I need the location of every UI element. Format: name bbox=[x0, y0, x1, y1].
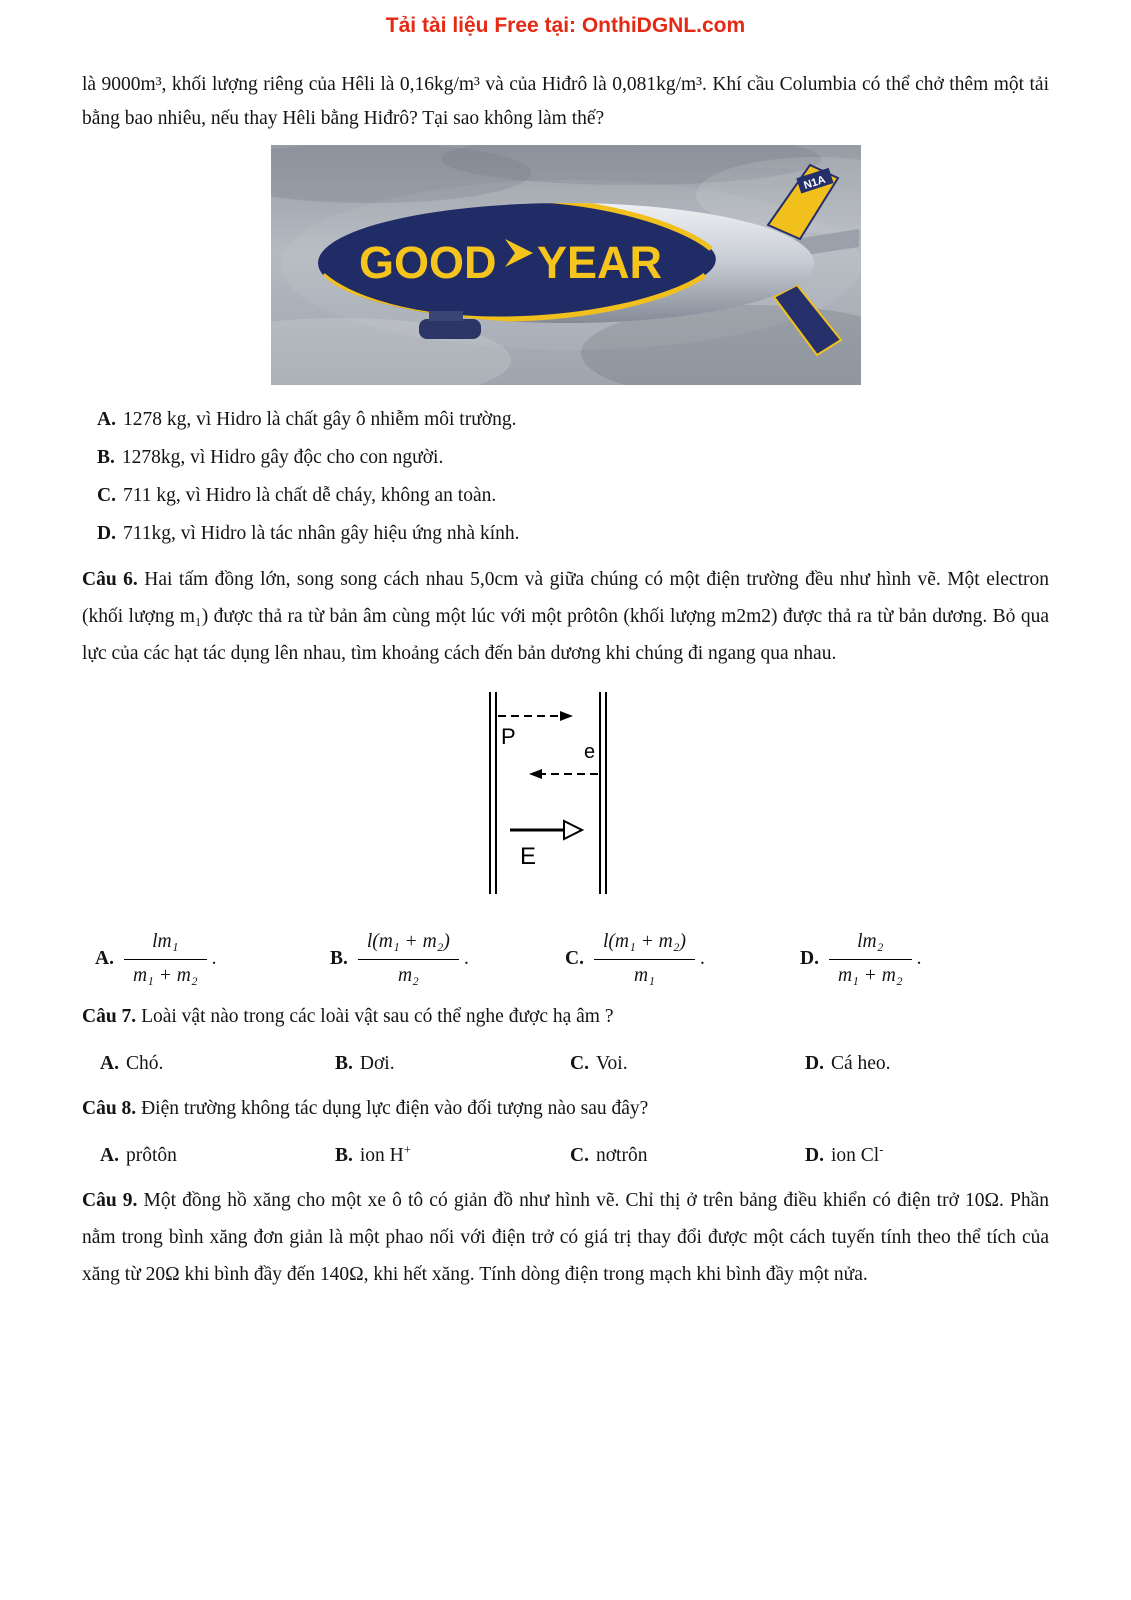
gondola bbox=[419, 319, 481, 339]
question6-paragraph bbox=[82, 561, 1049, 672]
capacitor-diagram-svg bbox=[460, 688, 680, 898]
right-plate bbox=[600, 692, 606, 894]
question7-label: Câu 7. bbox=[82, 1005, 137, 1027]
proton-arrow bbox=[498, 711, 573, 721]
gondola-cabin bbox=[429, 311, 463, 321]
field-arrow bbox=[510, 821, 582, 839]
blimp-photo bbox=[271, 145, 861, 385]
header-download-link[interactable]: Tải tài liệu Free tại: OnthiDGNL.com bbox=[385, 14, 746, 37]
question6-text: Hai tấm đồng lớn, song song cách nhau 5,0cm và giữa chúng có một điện trường đều như hình vẽ. Một electron (khối lượng m₁) được thả ra từ bản âm cùng một lúc với một prôtôn (khối lượng m2m2) được thả ra từ bản dương. Bỏ qua lực của các hạt tác dụng lên nhau, tìm khoảng cách đến bản dương khi chúng đi ngang qua nhau. bbox=[82, 569, 1049, 665]
option-label: C. bbox=[565, 947, 584, 969]
option-d: D. ion Cl- bbox=[805, 1142, 884, 1167]
question8-label: Câu 8. bbox=[82, 1098, 137, 1120]
capacitor-diagram bbox=[460, 688, 680, 904]
question7-text: Loài vật nào trong các loài vật sau có thể nghe được hạ âm ? bbox=[141, 1005, 614, 1027]
question5-continuation-text: là 9000m³, khối lượng riêng của Hêli là 0,16kg/m³ và của Hiđrô là 0,081kg/m³. Khí cầu Columbia có thể chở thêm một tải bằng bao nhiêu, nếu thay Hêli bằng Hiđrô? Tại sao không làm thế? bbox=[82, 74, 1049, 129]
option-label: A. bbox=[97, 409, 116, 431]
question8-text: Điện trường không tác dụng lực điện vào đối tượng nào sau đây? bbox=[141, 1098, 649, 1120]
blimp-photo-svg bbox=[271, 145, 861, 385]
fraction: $\frac{\text{l(m₁ + m₂)}}{\text{m₁}}$ bbox=[594, 928, 695, 988]
option-label: D. bbox=[97, 523, 116, 545]
option-text: 711kg, vì Hidro là tác nhân gây hiệu ứng nhà kính. bbox=[122, 523, 520, 545]
option-label: D. bbox=[800, 947, 819, 969]
option-label: C. bbox=[97, 485, 116, 507]
option-line-b bbox=[82, 439, 1049, 477]
option-line-a bbox=[82, 401, 1049, 439]
option-text: 1278 kg, vì Hidro là chất gây ô nhiễm môi trường. bbox=[122, 409, 517, 431]
field-label: E bbox=[520, 843, 537, 871]
option-a: A. prôtôn bbox=[100, 1145, 177, 1167]
electron-arrow bbox=[529, 769, 598, 779]
option-text: 1278kg, vì Hidro gây độc cho con người. bbox=[121, 447, 444, 469]
question8-paragraph bbox=[82, 1090, 1049, 1127]
fraction: $\frac{\text{lm₂}}{\text{m₁ + m₂}}$ bbox=[829, 928, 912, 988]
page-header bbox=[82, 14, 1049, 38]
option-line-d bbox=[82, 515, 1049, 553]
option-text: 711 kg, vì Hidro là chất dễ cháy, không an toàn. bbox=[122, 485, 497, 507]
question5-options bbox=[82, 401, 1049, 553]
question6-options bbox=[82, 928, 1049, 988]
formula-option-a: A. $\frac{\text{lm₁}}{\text{m₁ + m₂}}$ . bbox=[95, 928, 330, 988]
blimp-logo-year: YEAR bbox=[536, 237, 662, 289]
option-c: C. Voi. bbox=[570, 1053, 628, 1074]
option-b: B. ion H+ bbox=[335, 1142, 411, 1167]
fraction: $\frac{\text{l(m₁ + m₂)}}{\text{m₂}}$ bbox=[358, 928, 459, 988]
formula-option-c: C. $\frac{\text{l(m₁ + m₂)}}{\text{m₁}}$ . bbox=[565, 928, 800, 988]
question6-label: Câu 6. bbox=[82, 569, 138, 591]
formula-option-d: D. $\frac{\text{lm₂}}{\text{m₁ + m₂}}$ . bbox=[800, 928, 1049, 988]
fraction: $\frac{\text{lm₁}}{\text{m₁ + m₂}}$ bbox=[124, 928, 207, 988]
option-label: A. bbox=[95, 947, 114, 969]
option-line-c bbox=[82, 477, 1049, 515]
question7-options bbox=[82, 1045, 1049, 1082]
question9-label: Câu 9. bbox=[82, 1190, 138, 1212]
question9-text: Một đồng hồ xăng cho một xe ô tô có giản đồ như hình vẽ. Chỉ thị ở trên bảng điều khiển có điện trở 10Ω. Phần nằm trong bình xăng đơn giản là một phao nối với điện trở có giá trị thay đổi được một cách tuyến tính theo thể tích của xăng từ 20Ω khi bình đầy đến 140Ω, khi hết xăng. Tính dòng điện trong mạch khi bình đầy một nửa. bbox=[82, 1190, 1049, 1286]
option-d: D. Cá heo. bbox=[805, 1053, 891, 1074]
option-b: B. Dơi. bbox=[335, 1053, 395, 1074]
left-plate bbox=[490, 692, 496, 894]
option-label: B. bbox=[97, 447, 115, 469]
formula-option-b: B. $\frac{\text{l(m₁ + m₂)}}{\text{m₂}}$ . bbox=[330, 928, 565, 988]
fin-registration-text: N1A bbox=[801, 173, 827, 193]
option-a: A. Chó. bbox=[100, 1053, 164, 1074]
option-label: B. bbox=[330, 947, 348, 969]
question9-paragraph bbox=[82, 1182, 1049, 1293]
electron-label: e bbox=[584, 741, 596, 764]
question8-options bbox=[82, 1137, 1049, 1174]
blimp-logo-good: GOOD bbox=[358, 237, 497, 289]
option-c: C. nơtrôn bbox=[570, 1145, 648, 1167]
proton-label: P bbox=[501, 724, 516, 750]
question7-paragraph bbox=[82, 998, 1049, 1035]
